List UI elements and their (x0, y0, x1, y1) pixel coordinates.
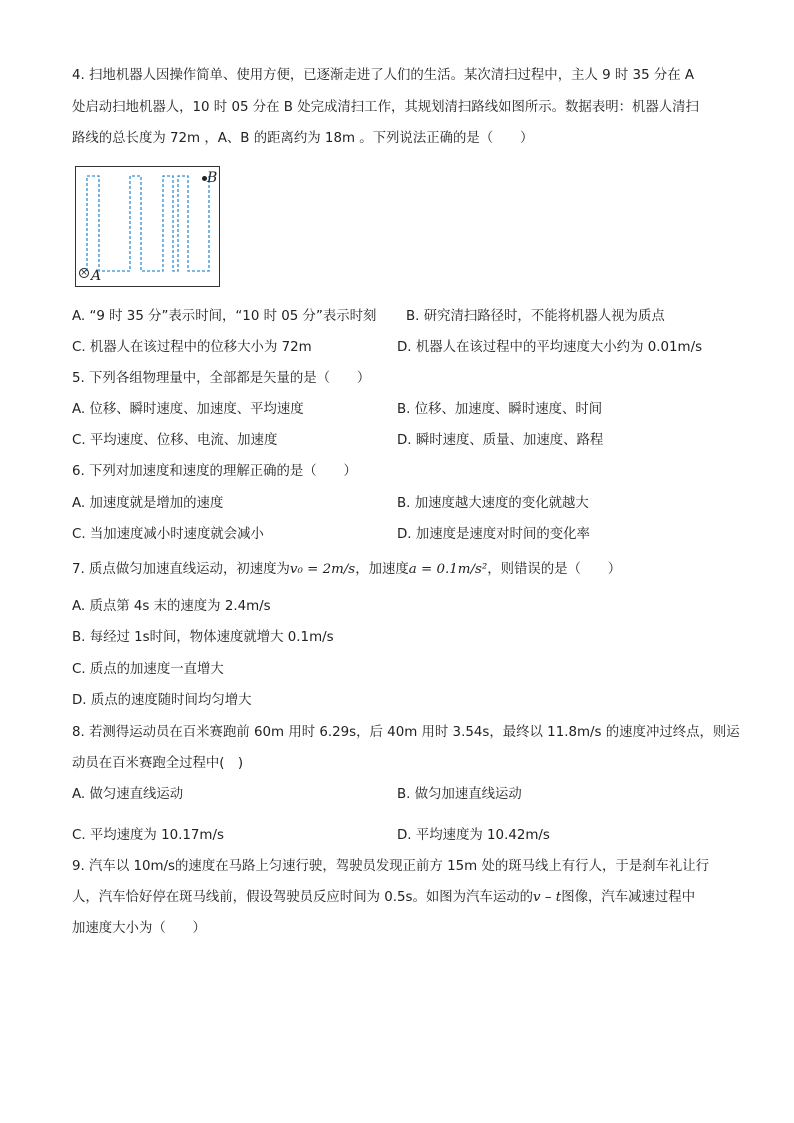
q6-option-a: A. 加速度就是增加的速度 (72, 496, 224, 511)
q9-stem-line-2-part-2: 图像，汽车减速过程中 (561, 890, 696, 905)
q4-option-d: D. 机器人在该过程中的平均速度大小约为 0.01m/s (397, 340, 703, 355)
q8-option-a: A. 做匀速直线运动 (72, 787, 184, 802)
q4-stem-line-1: 4. 扫地机器人因操作简单、使用方便，已逐渐走进了人们的生活。某次清扫过程中，主人 9 时 35 分在 A (72, 68, 695, 83)
q5-option-d: D. 瞬时速度、质量、加速度、路程 (397, 433, 604, 448)
q6-stem: 6. 下列对加速度和速度的理解正确的是（ ） (72, 464, 357, 479)
q6-option-c: C. 当加速度减小时速度就会减小 (72, 527, 264, 542)
q5-stem: 5. 下列各组物理量中，全部都是矢量的是（ ） (72, 371, 371, 386)
q4-stem-line-2: 处启动扫地机器人，10 时 05 分在 B 处完成清扫工作，其规划清扫路线如图所示。数据表明：机器人清扫 (72, 100, 699, 115)
q9-vt-graph-label: v – t (533, 890, 562, 905)
q8-stem-line-1: 8. 若测得运动员在百米赛跑前 60m 用时 6.29s，后 40m 用时 3.54s，最终以 11.8m/s 的速度冲过终点，则运 (72, 725, 740, 740)
q8-option-b: B. 做匀加速直线运动 (397, 787, 522, 802)
q7-initial-velocity: v₀ = 2m/s (289, 562, 356, 577)
q4-option-a: A. “9 时 35 分”表示时间，“10 时 05 分”表示时刻 (72, 309, 377, 324)
q7-option-b: B. 每经过 1s时间，物体速度就增大 0.1m/s (72, 630, 334, 645)
q9-stem-line-2-part-1: 人，汽车恰好停在斑马线前，假设驾驶员反应时间为 0.5s。如图为汽车运动的 (72, 890, 534, 905)
point-a-label: A (91, 268, 102, 284)
q5-option-c: C. 平均速度、位移、电流、加速度 (72, 433, 278, 448)
q8-option-c: C. 平均速度为 10.17m/s (72, 828, 224, 843)
q8-option-d: D. 平均速度为 10.42m/s (397, 828, 550, 843)
q4-option-c: C. 机器人在该过程中的位移大小为 72m (72, 340, 312, 355)
q9-stem-line-2 (72, 889, 695, 907)
q7-stem-part-1: 7. 质点做匀加速直线运动，初速度为 (72, 562, 290, 577)
q7-stem (72, 561, 621, 579)
q7-option-a: A. 质点第 4s 末的速度为 2.4m/s (72, 599, 271, 614)
q7-stem-part-3: ，则错误的是（ ） (487, 562, 622, 577)
q8-stem-line-2: 动员在百米赛跑全过程中( ) (72, 756, 244, 771)
q5-option-b: B. 位移、加速度、瞬时速度、时间 (397, 402, 603, 417)
q6-option-d: D. 加速度是速度对时间的变化率 (397, 527, 590, 542)
q7-option-d: D. 质点的速度随时间均匀增大 (72, 693, 252, 708)
q6-option-b: B. 加速度越大速度的变化就越大 (397, 496, 589, 511)
q7-acceleration: a = 0.1m/s² (408, 562, 488, 577)
q7-stem-part-2: ，加速度 (355, 562, 409, 577)
q5-option-a: A. 位移、瞬时速度、加速度、平均速度 (72, 402, 304, 417)
q4-stem-line-3: 路线的总长度为 72m ，A、B 的距离约为 18m 。下列说法正确的是（ ） (72, 131, 534, 146)
q4-option-b: B. 研究清扫路径时，不能将机器人视为质点 (406, 309, 665, 324)
point-b-label: B (207, 170, 218, 186)
q9-stem-line-1: 9. 汽车以 10m/s的速度在马路上匀速行驶，驾驶员发现正前方 15m 处的斑马线上有行人，于是刹车礼让行 (72, 859, 710, 874)
cleaning-route-figure (75, 166, 220, 287)
q9-stem-line-3: 加速度大小为（ ） (72, 921, 206, 936)
robot-icon: × (80, 268, 88, 278)
q7-option-c: C. 质点的加速度一直增大 (72, 662, 224, 677)
